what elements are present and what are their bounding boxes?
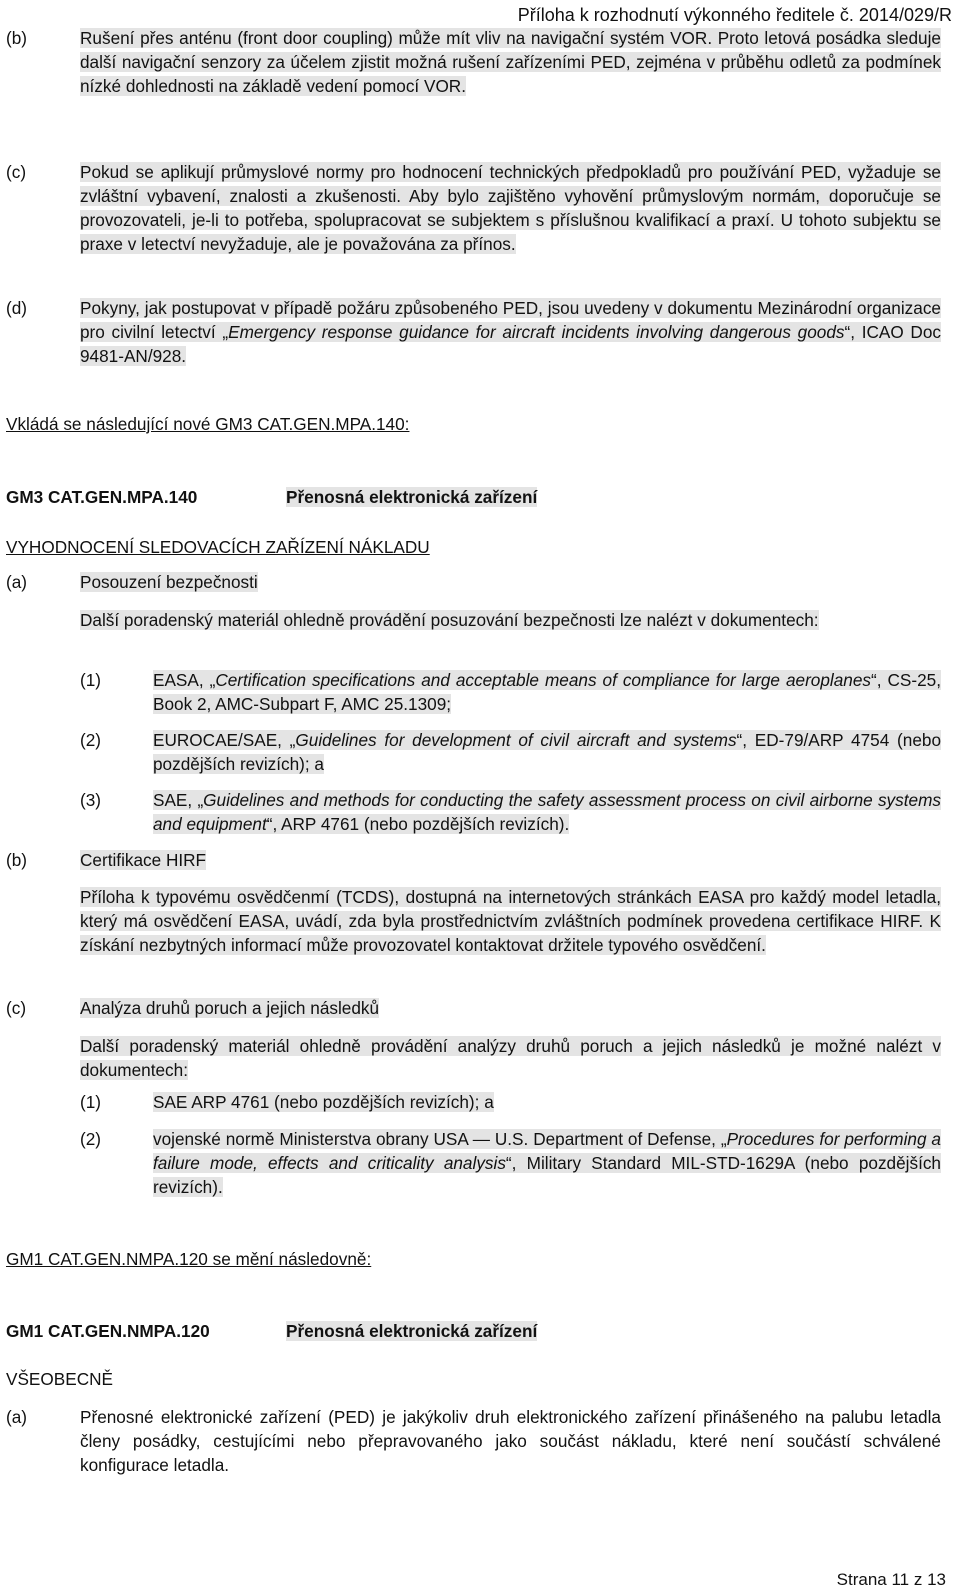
gm3-a-item1: EASA, „Certification specifications and acceptable means of compliance for large aeroplanes“, CS-25, Book 2, AMC-Subpart F, AMC 25.1309; xyxy=(153,670,941,714)
paragraph-b: Rušení přes anténu (front door coupling) může mít vliv na navigační systém VOR. Proto letová posádka sleduje další navigační senzory za účelem zjistit možná rušení zařízeními PED, zejména v průběhu odletů za podmínek nízké dohlednosti na základě vedení pomocí VOR. xyxy=(80,28,941,96)
gm3-b-text: Příloha k typovému osvědčenmí (TCDS), dostupná na internetových stránkách EASA pro každý model letadla, který má osvědčení EASA, uvádí, zda byla prostřednictvím zvláštních podmínek provedena certifikace HIRF. K získání nezbytných informací může provozovatel kontaktovat držitele typového osvědčení. xyxy=(80,887,941,955)
gm3-a-heading: Posouzení bezpečnosti xyxy=(80,572,258,592)
gm3-c-item1: SAE ARP 4761 (nebo pozdějších revizích); a xyxy=(153,1092,494,1112)
gm1-code: GM1 CAT.GEN.NMPA.120 xyxy=(6,1321,210,1341)
gm3-a-text: Další poradenský materiál ohledně provádění posuzování bezpečnosti lze nalézt v dokumentech: xyxy=(80,610,819,630)
gm3-a-item3: SAE, „Guidelines and methods for conducting the safety assessment process on civil airborne systems and equipment“, ARP 4761 (nebo pozdějších revizích). xyxy=(153,790,941,834)
list-label-b: (b) xyxy=(6,28,28,48)
gm1-a-text: Přenosné elektronické zařízení (PED) je jakýkoliv druh elektronického zařízení přinášeného na palubu letadla členy posádky, cestujícími nebo přepravovaného jako součást nákladu, které není součástí schválené konfigurace letadla. xyxy=(80,1407,941,1475)
gm3-c-item1-label: (1) xyxy=(80,1092,102,1112)
gm3-a-item1-label: (1) xyxy=(80,670,102,690)
gm3-b-heading: Certifikace HIRF xyxy=(80,850,207,870)
gm3-c-heading: Analýza druhů poruch a jejich následků xyxy=(80,998,380,1018)
insert-note: Vkládá se následující nové GM3 CAT.GEN.MPA.140: xyxy=(6,414,410,434)
gm3-c-text: Další poradenský materiál ohledně provádění analýzy druhů poruch a jejich následků je možné nalézt v dokumentech: xyxy=(80,1036,941,1080)
list-label-c: (c) xyxy=(6,162,27,182)
gm3-code: GM3 CAT.GEN.MPA.140 xyxy=(6,487,198,507)
gm3-section-title: VYHODNOCENÍ SLEDOVACÍCH ZAŘÍZENÍ NÁKLADU xyxy=(6,537,430,557)
list-label-d: (d) xyxy=(6,298,28,318)
gm3-b-label: (b) xyxy=(6,850,28,870)
gm3-a-label: (a) xyxy=(6,572,28,592)
paragraph-d: Pokyny, jak postupovat v případě požáru způsobeného PED, jsou uvedeny v dokumentu Mezinárodní organizace pro civilní letectví „Emergency response guidance for aircraft incidents involving dangerous goods“, ICAO Doc 9481-AN/928. xyxy=(80,298,941,366)
page-footer: Strana 11 z 13 xyxy=(836,1570,946,1589)
gm3-title: Přenosná elektronická zařízení xyxy=(286,487,538,507)
gm3-c-label: (c) xyxy=(6,998,27,1018)
change-note: GM1 CAT.GEN.NMPA.120 se mění následovně: xyxy=(6,1249,372,1269)
gm1-a-label: (a) xyxy=(6,1407,28,1427)
gm1-section-title: VŠEOBECNĚ xyxy=(6,1369,113,1389)
gm1-title: Přenosná elektronická zařízení xyxy=(286,1321,538,1341)
gm3-c-item2: vojenské normě Ministerstva obrany USA — U.S. Department of Defense, „Procedures for performing a failure mode, effects and criticality analysis“, Military Standard MIL-STD-1629A (nebo pozdějších revizích). xyxy=(153,1129,941,1197)
gm3-a-item2-label: (2) xyxy=(80,730,102,750)
gm3-c-item2-label: (2) xyxy=(80,1129,102,1149)
gm3-a-item3-label: (3) xyxy=(80,790,102,810)
page-header: Příloha k rozhodnutí výkonného ředitele č. 2014/029/R xyxy=(517,5,952,25)
paragraph-c: Pokud se aplikují průmyslové normy pro hodnocení technických předpokladů pro používání PED, vyžaduje se zvláštní vybavení, znalosti a zkušenosti. Aby bylo zajištěno vyhovění průmyslovým normám, doporučuje se provozovateli, je-li to potřeba, spolupracovat se subjektem s příslušnou kvalifikací a praxí. U tohoto subjektu se praxe v letectví nevyžaduje, ale je považována za přínos. xyxy=(80,162,941,254)
gm3-a-item2: EUROCAE/SAE, „Guidelines for development of civil aircraft and systems“, ED-79/ARP 4754 (nebo pozdějších revizích); a xyxy=(153,730,941,774)
